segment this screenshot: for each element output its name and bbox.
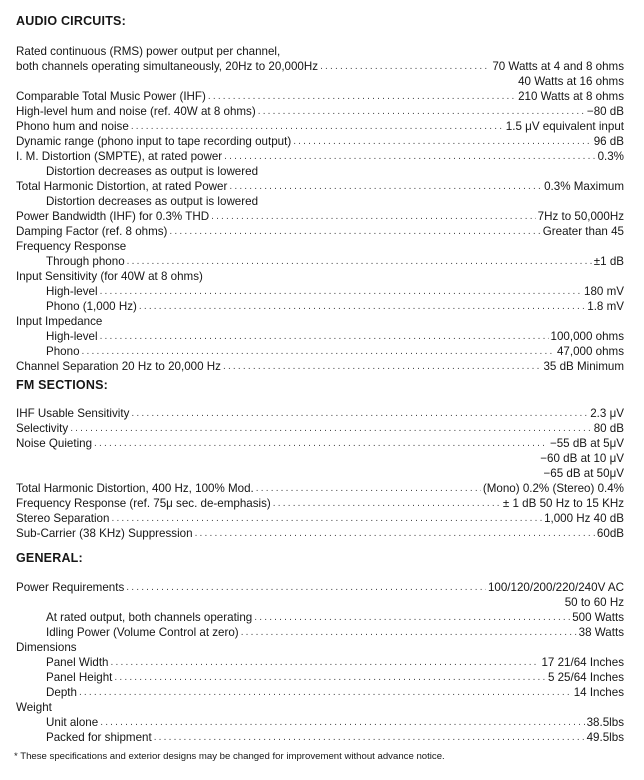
noise-quieting-value-3: −65 dB at 50μV bbox=[543, 467, 624, 480]
imp-high-label: High-level bbox=[46, 330, 98, 343]
dynamic-range-row bbox=[16, 134, 624, 149]
audio-circuits-heading: AUDIO CIRCUITS: bbox=[16, 14, 126, 28]
leader-dots bbox=[223, 359, 541, 374]
channel-separation-row bbox=[16, 359, 624, 374]
rated-power-value-2: 40 Watts at 16 ohms bbox=[518, 75, 624, 88]
power-requirements-label: Power Requirements bbox=[16, 581, 125, 594]
imd-label: I. M. Distortion (SMPTE), at rated power bbox=[16, 150, 223, 163]
packed-shipment-value: 49.5lbs bbox=[586, 731, 624, 744]
damping-value: Greater than 45 bbox=[542, 225, 624, 238]
packed-shipment-label: Packed for shipment bbox=[46, 731, 152, 744]
freq-phono-row bbox=[46, 254, 624, 269]
sens-phono-row bbox=[46, 299, 624, 314]
power-requirements-row bbox=[16, 580, 624, 595]
leader-dots bbox=[229, 179, 542, 194]
fm-sections-heading: FM SECTIONS: bbox=[16, 378, 108, 392]
ihf-sensitivity-label: IHF Usable Sensitivity bbox=[16, 407, 130, 420]
leader-dots bbox=[82, 344, 555, 359]
hum-value: −80 dB bbox=[586, 105, 624, 118]
leader-dots bbox=[320, 59, 490, 74]
input-impedance-label: Input Impedance bbox=[16, 315, 103, 328]
thd-label: Total Harmonic Distortion, at rated Power bbox=[16, 180, 228, 193]
panel-width-row bbox=[46, 655, 624, 670]
leader-dots bbox=[100, 284, 582, 299]
panel-width-label: Panel Width bbox=[46, 656, 109, 669]
phono-hum-value: 1.5 μV equivalent input bbox=[505, 120, 624, 133]
rated-power-line1: Rated continuous (RMS) power output per channel, bbox=[16, 45, 281, 58]
packed-shipment-row bbox=[46, 730, 624, 745]
fm-thd-row bbox=[16, 481, 624, 496]
imp-phono-row bbox=[46, 344, 624, 359]
idling-power-label: Idling Power (Volume Control at zero) bbox=[46, 626, 239, 639]
input-sensitivity-label: Input Sensitivity (for 40W at 8 ohms) bbox=[16, 270, 203, 283]
power-requirements-value: 100/120/200/220/240V AC bbox=[487, 581, 624, 594]
leader-dots bbox=[131, 119, 504, 134]
imp-phono-label: Phono bbox=[46, 345, 80, 358]
phono-hum-label: Phono hum and noise bbox=[16, 120, 129, 133]
ihf-sensitivity-row bbox=[16, 406, 624, 421]
leader-dots bbox=[111, 511, 542, 526]
depth-row bbox=[46, 685, 624, 700]
stereo-separation-label: Stereo Separation bbox=[16, 512, 110, 525]
panel-width-value: 17 21/64 Inches bbox=[541, 656, 624, 669]
thd-row bbox=[16, 179, 624, 194]
rated-power-value: 70 Watts at 4 and 8 ohms bbox=[492, 60, 624, 73]
stereo-separation-row bbox=[16, 511, 624, 526]
leader-dots bbox=[273, 496, 501, 511]
leader-dots bbox=[154, 730, 585, 745]
depth-label: Depth bbox=[46, 686, 77, 699]
freq-phono-label: Through phono bbox=[46, 255, 125, 268]
stereo-separation-value: 1,000 Hz 40 dB bbox=[544, 512, 624, 525]
leader-dots bbox=[127, 254, 592, 269]
subcarrier-label: Sub-Carrier (38 KHz) Suppression bbox=[16, 527, 193, 540]
leader-dots bbox=[70, 421, 591, 436]
idling-power-row bbox=[46, 625, 624, 640]
phono-hum-row bbox=[16, 119, 624, 134]
leader-dots bbox=[94, 436, 548, 451]
rated-power-label: both channels operating simultaneously, 20Hz to 20,000Hz bbox=[16, 60, 319, 73]
leader-dots bbox=[126, 580, 486, 595]
imd-value: 0.3% bbox=[597, 150, 624, 163]
leader-dots bbox=[100, 329, 549, 344]
rated-output-row bbox=[46, 610, 624, 625]
frequency-response-label: Frequency Response bbox=[16, 240, 127, 253]
leader-dots bbox=[79, 685, 572, 700]
ctmp-label: Comparable Total Music Power (IHF) bbox=[16, 90, 206, 103]
hum-row bbox=[16, 104, 624, 119]
unit-alone-label: Unit alone bbox=[46, 716, 99, 729]
noise-quieting-label: Noise Quieting bbox=[16, 437, 93, 450]
panel-height-row bbox=[46, 670, 624, 685]
subcarrier-value: 60dB bbox=[596, 527, 624, 540]
general-heading: GENERAL: bbox=[16, 551, 83, 565]
leader-dots bbox=[100, 715, 584, 730]
leader-dots bbox=[293, 134, 591, 149]
panel-height-value: 5 25/64 Inches bbox=[547, 671, 624, 684]
leader-dots bbox=[241, 625, 577, 640]
ctmp-row bbox=[16, 89, 624, 104]
leader-dots bbox=[258, 104, 585, 119]
fm-thd-value: (Mono) 0.2% (Stereo) 0.4% bbox=[482, 482, 624, 495]
leader-dots bbox=[131, 406, 588, 421]
panel-height-label: Panel Height bbox=[46, 671, 113, 684]
selectivity-value: 80 dB bbox=[593, 422, 624, 435]
leader-dots bbox=[211, 209, 536, 224]
rated-output-label: At rated output, both channels operating bbox=[46, 611, 253, 624]
sens-high-label: High-level bbox=[46, 285, 98, 298]
unit-alone-value: 38.5lbs bbox=[586, 716, 624, 729]
ihf-sensitivity-value: 2.3 μV bbox=[590, 407, 624, 420]
leader-dots bbox=[195, 526, 595, 541]
power-bandwidth-value: 7Hz to 50,000Hz bbox=[537, 210, 624, 223]
sens-phono-value: 1.8 mV bbox=[587, 300, 624, 313]
noise-quieting-value: −55 dB at 5μV bbox=[549, 437, 624, 450]
noise-quieting-value-2: −60 dB at 10 μV bbox=[540, 452, 624, 465]
imd-note: Distortion decreases as output is lowered bbox=[46, 165, 259, 178]
idling-power-value: 38 Watts bbox=[578, 626, 624, 639]
imp-high-value: 100,000 ohms bbox=[550, 330, 624, 343]
imp-phono-value: 47,000 ohms bbox=[556, 345, 624, 358]
leader-dots bbox=[256, 481, 481, 496]
leader-dots bbox=[111, 655, 540, 670]
power-bandwidth-row bbox=[16, 209, 624, 224]
dimensions-label: Dimensions bbox=[16, 641, 77, 654]
power-requirements-value-2: 50 to 60 Hz bbox=[564, 596, 624, 609]
rated-power-row bbox=[16, 59, 624, 74]
subcarrier-row bbox=[16, 526, 624, 541]
imd-row bbox=[16, 149, 624, 164]
leader-dots bbox=[169, 224, 540, 239]
leader-dots bbox=[224, 149, 595, 164]
selectivity-label: Selectivity bbox=[16, 422, 69, 435]
sens-high-value: 180 mV bbox=[584, 285, 624, 298]
thd-note: Distortion decreases as output is lowered bbox=[46, 195, 259, 208]
footnote: * These specifications and exterior designs may be changed for improvement without advance notice. bbox=[14, 751, 445, 762]
fm-thd-label: Total Harmonic Distortion, 400 Hz, 100% Mod. bbox=[16, 482, 254, 495]
unit-alone-row bbox=[46, 715, 624, 730]
leader-dots bbox=[114, 670, 546, 685]
noise-quieting-row bbox=[16, 436, 624, 451]
hum-label: High-level hum and noise (ref. 40W at 8 ohms) bbox=[16, 105, 256, 118]
channel-separation-value: 35 dB Minimum bbox=[543, 360, 624, 373]
leader-dots bbox=[208, 89, 516, 104]
power-bandwidth-label: Power Bandwidth (IHF) for 0.3% THD bbox=[16, 210, 210, 223]
sens-phono-label: Phono (1,000 Hz) bbox=[46, 300, 137, 313]
fm-frequency-response-label: Frequency Response (ref. 75μ sec. de-emphasis) bbox=[16, 497, 271, 510]
rated-output-value: 500 Watts bbox=[572, 611, 624, 624]
damping-label: Damping Factor (ref. 8 ohms) bbox=[16, 225, 168, 238]
imp-high-row bbox=[46, 329, 624, 344]
damping-row bbox=[16, 224, 624, 239]
fm-frequency-response-value: ± 1 dB 50 Hz to 15 KHz bbox=[502, 497, 624, 510]
fm-frequency-response-row bbox=[16, 496, 624, 511]
leader-dots bbox=[254, 610, 570, 625]
weight-label: Weight bbox=[16, 701, 52, 714]
depth-value: 14 Inches bbox=[573, 686, 624, 699]
ctmp-value: 210 Watts at 8 ohms bbox=[518, 90, 624, 103]
selectivity-row bbox=[16, 421, 624, 436]
thd-value: 0.3% Maximum bbox=[544, 180, 624, 193]
dynamic-range-value: 96 dB bbox=[593, 135, 624, 148]
leader-dots bbox=[139, 299, 585, 314]
sens-high-row bbox=[46, 284, 624, 299]
channel-separation-label: Channel Separation 20 Hz to 20,000 Hz bbox=[16, 360, 221, 373]
dynamic-range-label: Dynamic range (phono input to tape recording output) bbox=[16, 135, 292, 148]
freq-phono-value: ±1 dB bbox=[593, 255, 624, 268]
